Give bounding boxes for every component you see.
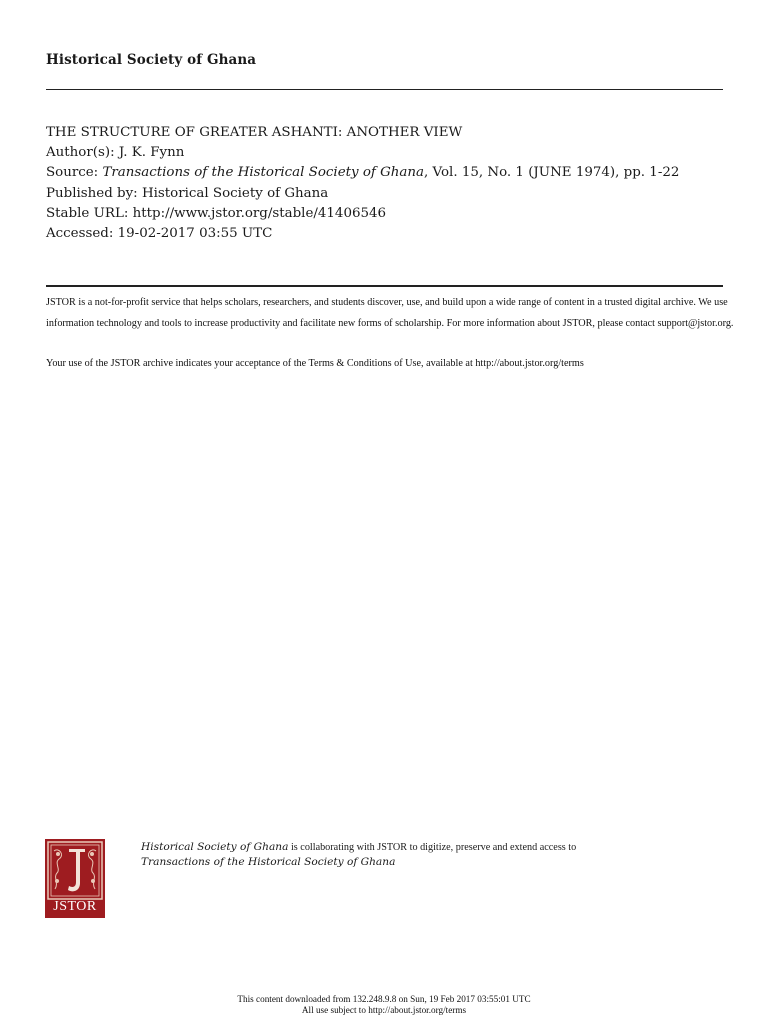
source-journal: Transactions of the Historical Society of Ghana [102, 165, 425, 181]
source-details: , Vol. 15, No. 1 (JUNE 1974), pp. 1-22 [424, 165, 680, 181]
source-line [46, 163, 726, 183]
header-divider [46, 89, 723, 90]
collaboration-partner: Historical Society of Ghana [141, 841, 289, 853]
citation-divider [46, 285, 723, 287]
source-label: Source: [46, 165, 99, 181]
citation-block [46, 123, 726, 244]
stable-url-line [46, 204, 726, 224]
stable-url-link[interactable]: http://www.jstor.org/stable/41406546 [132, 205, 387, 221]
author-label: Author(s): [46, 145, 115, 161]
download-footer [0, 994, 768, 1016]
author-name: J. K. Fynn [118, 145, 185, 161]
stable-url-label: Stable URL: [46, 205, 129, 221]
publisher-line [46, 184, 726, 204]
accessed-label: Accessed: [46, 226, 114, 242]
jstor-notice [46, 293, 736, 375]
collaboration-journal: Transactions of the Historical Society of Ghana [141, 856, 396, 868]
published-by: Historical Society of Ghana [141, 185, 329, 201]
collaboration-statement [141, 840, 741, 869]
accessed-date: 19-02-2017 03:55 UTC [117, 226, 273, 242]
jstor-terms-text: Your use of the JSTOR archive indicates your acceptance of the Terms & Conditions of Use, available at http://about.jstor.org/terms [46, 358, 584, 370]
jstor-about-text: JSTOR is a not-for-profit service that helps scholars, researchers, and students discover, use, and build upon a wide range of content in a trusted digital archive. We use information technology and tools to increase productivity and facilitate new forms of scholarship. For more information about JSTOR, please contact support@jstor.org. [46, 297, 734, 329]
collaboration-line [141, 840, 741, 855]
article-title: THE STRUCTURE OF GREATER ASHANTI: ANOTHER VIEW [46, 125, 463, 140]
jstor-logo-text: JSTOR [53, 899, 97, 914]
footer-terms: All use subject to http://about.jstor.org/terms [301, 1005, 467, 1015]
jstor-logo-icon [45, 839, 105, 918]
footer-download-info: This content downloaded from 132.248.9.8 on Sun, 19 Feb 2017 03:55:01 UTC [237, 994, 531, 1004]
published-label: Published by: [46, 185, 138, 201]
collaboration-text: is collaborating with JSTOR to digitize, preserve and extend access to [288, 842, 577, 853]
author-line [46, 143, 726, 163]
publisher-header: Historical Society of Ghana [46, 52, 257, 68]
accessed-line [46, 224, 726, 244]
jstor-logo-ornament [45, 839, 105, 901]
